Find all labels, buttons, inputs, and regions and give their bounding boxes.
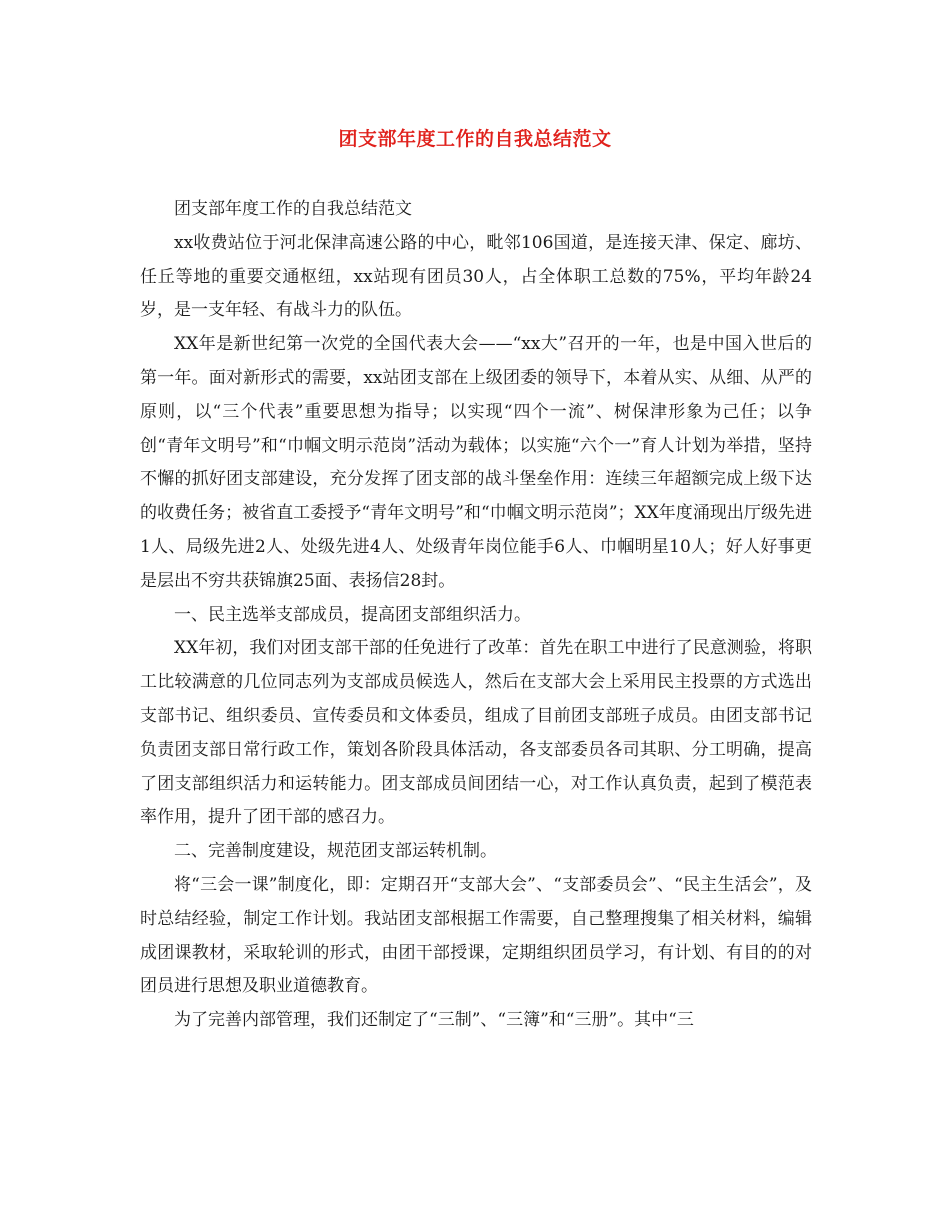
paragraph-management: 为了完善内部管理，我们还制定了“三制”、“三簿”和“三册”。其中“三 [174, 1010, 694, 1031]
paragraph-system: 将“三会一课”制度化，即：定期召开“支部大会”、“支部委员会”、“民主生活会”，及时总结经验，制定工作计划。我站团支部根据工作需要，自己整理搜集了相关材料，编辑成团课教材，采取轮训的形式，由团干部授课，定期组织团员学习，有计划、有目的的对团员进行思想及职业道德教育。 [140, 874, 812, 997]
paragraph-heading: 团支部年度工作的自我总结范文 [174, 199, 412, 219]
document-title: 团支部年度工作的自我总结范文 [338, 128, 612, 150]
paragraph-achievements: XX年是新世纪第一次党的全国代表大会——“xx大”召开的一年，也是中国入世后的第一年。面对新形式的需要，xx站团支部在上级团委的领导下，本着从实、从细、从严的原则，以“三个代表”重要思想为指导；以实现“四个一流”、树保津形象为己任；以争创“青年文明号”和“巾帼文明示范岗”活动为载体；以实施“六个一”育人计划为举措，坚持不懈的抓好团支部建设，充分发挥了团支部的战斗堡垒作用：连续三年超额完成上级下达的收费任务；被省直工委授予“青年文明号”和“巾帼文明示范岗”；XX年度涌现出厅级先进1人、局级先进2人、处级先进4人、处级青年岗位能手6人、巾帼明星10人；好人好事更是层出不穷共获锦旗25面、表扬信28封。 [140, 334, 812, 591]
section-heading-1: 一、民主选举支部成员，提高团支部组织活力。 [174, 604, 531, 625]
document-body [140, 193, 812, 1038]
paragraph-intro: xx收费站位于河北保津高速公路的中心，毗邻106国道，是连接天津、保定、廊坊、任丘等地的重要交通枢纽，xx站现有团员30人，占全体职工总数的75%，平均年龄24岁，是一支年轻、有战斗力的队伍。 [140, 232, 812, 321]
paragraph-election: XX年初，我们对团支部干部的任免进行了改革：首先在职工中进行了民意测验，将职工比较满意的几位同志列为支部成员候选人，然后在支部大会上采用民主投票的方式选出支部书记、组织委员、宣传委员和文体委员，组成了目前团支部班子成员。由团支部书记负责团支部日常行政工作，策划各阶段具体活动，各支部委员各司其职、分工明确，提高了团支部组织活力和运转能力。团支部成员间团结一心，对工作认真负责，起到了模范表率作用，提升了团干部的感召力。 [140, 638, 812, 828]
section-heading-2: 二、完善制度建设，规范团支部运转机制。 [174, 841, 497, 862]
